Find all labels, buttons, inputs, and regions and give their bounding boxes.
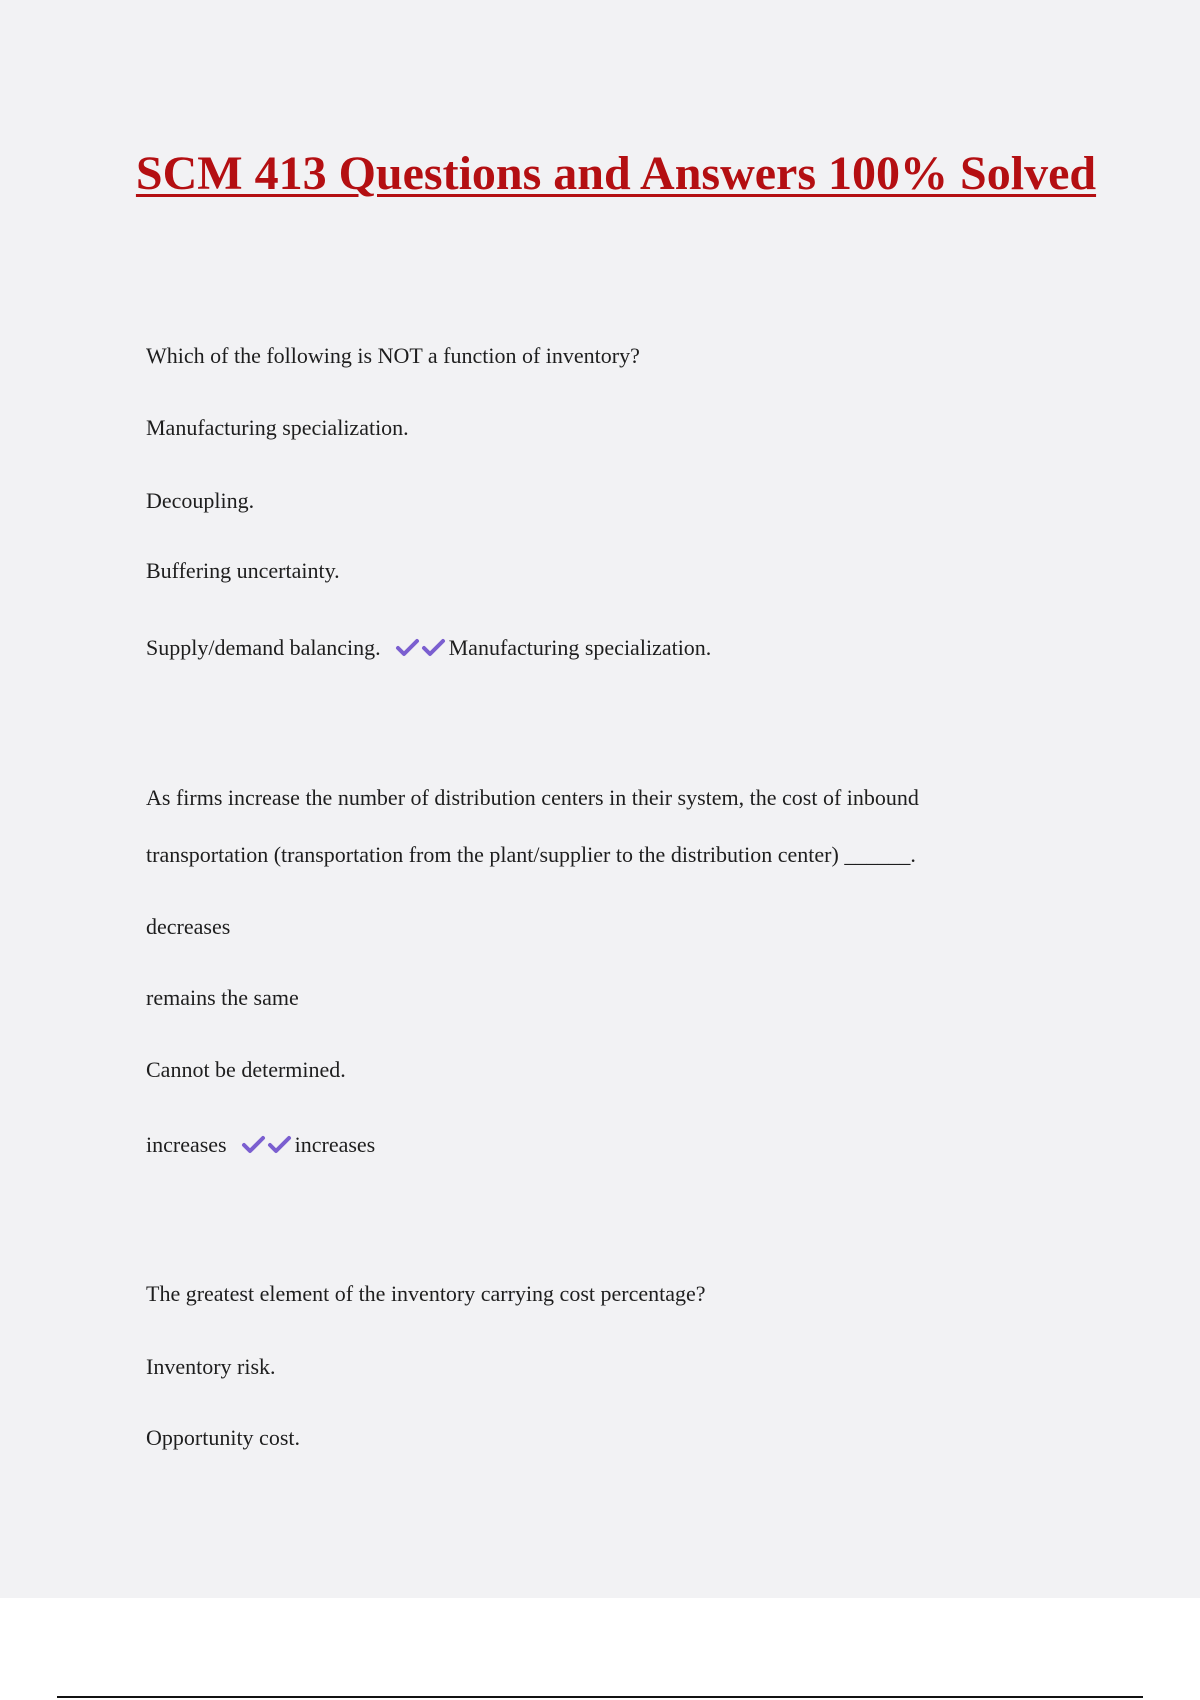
footer-divider bbox=[57, 1696, 1143, 1698]
question-2-option-4: increases bbox=[146, 1132, 227, 1157]
document-title: SCM 413 Questions and Answers 100% Solved bbox=[135, 147, 1097, 200]
question-1-option-2: Decoupling. bbox=[146, 488, 255, 513]
check-icon bbox=[395, 638, 421, 658]
question-2-prompt-line-2: transportation (transportation from the plant/supplier to the distribution center) ______. bbox=[146, 842, 916, 867]
question-2-option-3: Cannot be determined. bbox=[146, 1057, 346, 1082]
question-1-option-1: Manufacturing specialization. bbox=[146, 415, 409, 440]
question-3-option-1: Inventory risk. bbox=[146, 1354, 276, 1379]
check-icon bbox=[421, 638, 447, 658]
question-1-option-4: Supply/demand balancing. bbox=[146, 635, 381, 660]
question-1-answer-row bbox=[146, 634, 711, 662]
question-1-answer: Manufacturing specialization. bbox=[448, 635, 712, 660]
question-1-prompt: Which of the following is NOT a function of inventory? bbox=[146, 343, 640, 368]
question-2-prompt-line-1: As firms increase the number of distribution centers in their system, the cost of inbound bbox=[146, 785, 919, 810]
question-2-option-1: decreases bbox=[146, 914, 231, 939]
check-icon bbox=[241, 1135, 267, 1155]
check-icon bbox=[267, 1135, 293, 1155]
question-3-option-2: Opportunity cost. bbox=[146, 1425, 300, 1450]
question-2-option-2: remains the same bbox=[146, 985, 299, 1010]
question-1-option-3: Buffering uncertainty. bbox=[146, 558, 340, 583]
question-2-answer: increases bbox=[294, 1132, 376, 1157]
question-2-answer-row bbox=[146, 1131, 375, 1159]
question-3-prompt: The greatest element of the inventory carrying cost percentage? bbox=[146, 1281, 706, 1306]
